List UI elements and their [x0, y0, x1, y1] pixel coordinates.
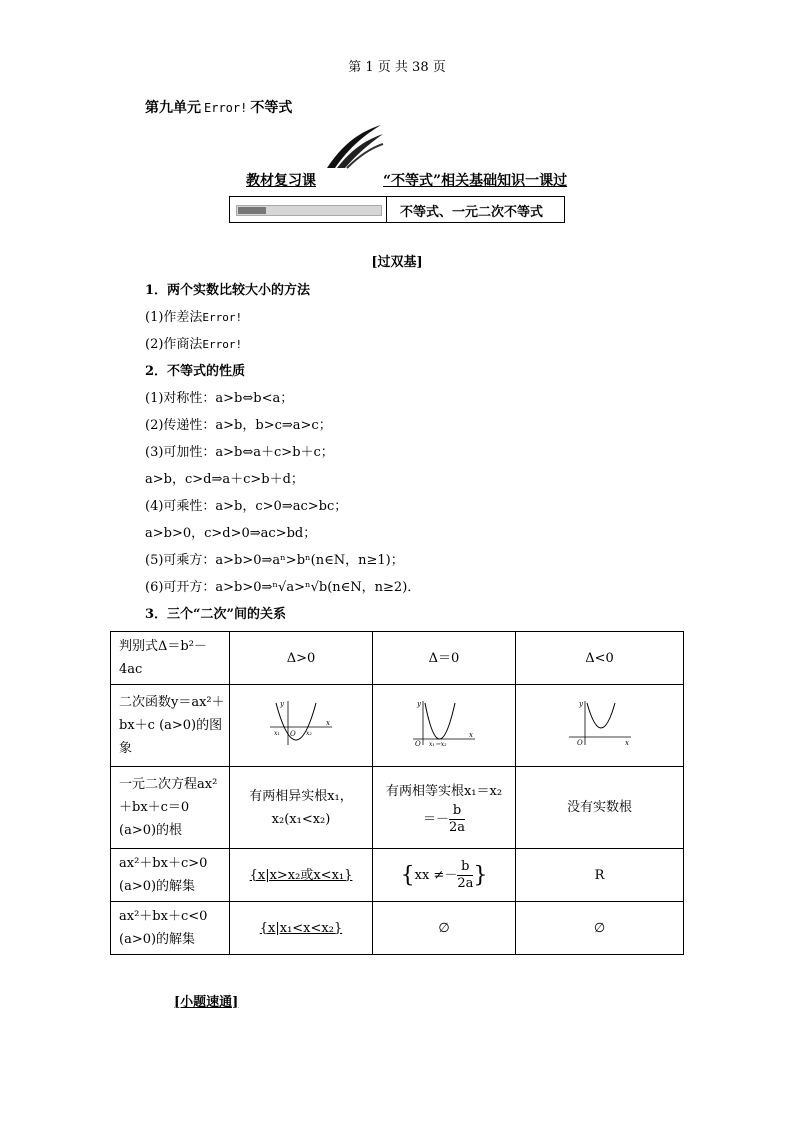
- graph-x2-label: x₂: [306, 729, 312, 737]
- heading-2: 2．不等式的性质: [145, 364, 246, 379]
- shaded-strip: [236, 205, 382, 216]
- row-lt-solution-label: ax²＋bx＋c<0 (a>0)的解集: [111, 902, 230, 955]
- row-graph-label: 二次函数y＝ax²＋bx＋c (a>0)的图象: [111, 685, 230, 767]
- gt-solution-one-root: [373, 849, 516, 902]
- table-row: [111, 767, 684, 849]
- roots-double-line1: 有两相等实根x₁＝x₂: [385, 783, 503, 799]
- roots-two-distinct: 有两相异实根x₁，x₂(x₁<x₂): [230, 767, 373, 849]
- method-2-error: Error!: [202, 338, 243, 351]
- row-roots-label: 一元二次方程ax²＋bx＋c＝0 (a>0)的根: [111, 767, 230, 849]
- roots-double-line2: [375, 803, 513, 836]
- left-brace-icon: {: [400, 862, 415, 888]
- unit-suffix: 不等式: [250, 100, 293, 116]
- fraction: [457, 859, 473, 892]
- fraction-denominator: 2a: [448, 819, 466, 835]
- discriminant-header: 判别式Δ＝b²－4ac: [111, 632, 230, 685]
- method-2-label: (2)作商法: [145, 337, 203, 352]
- right-brace-icon: }: [473, 862, 488, 888]
- col-delta-zero: Δ＝0: [373, 632, 516, 685]
- fraction-numerator: b: [457, 859, 473, 876]
- property-5: (5)可乘方：a>b>0⇒aⁿ>bⁿ(n∈N，n≥1)；: [145, 553, 404, 568]
- graph-y-label: y: [280, 699, 284, 708]
- fraction-denominator: 2a: [457, 875, 474, 891]
- table-row: [111, 685, 684, 767]
- graph-x-label: x: [326, 718, 330, 727]
- graph-one-root: [373, 685, 516, 767]
- heading-1: 1．两个实数比较大小的方法: [145, 283, 311, 298]
- table-row: [111, 632, 684, 685]
- box-divider: [386, 197, 387, 222]
- parabola-no-root-icon: [565, 697, 635, 747]
- banner-box: [229, 196, 565, 223]
- graph-no-root: [516, 685, 684, 767]
- graph-x-label: x: [469, 730, 473, 739]
- table-row: [111, 902, 684, 955]
- lt-solution-one-root: ∅: [373, 902, 516, 955]
- lt-solution-none: ∅: [516, 902, 684, 955]
- col-delta-positive: Δ>0: [230, 632, 373, 685]
- property-4b: a>b>0，c>d>0⇒ac>bd；: [145, 526, 317, 541]
- fraction-numerator: b: [449, 803, 465, 820]
- graph-o-label: O: [415, 739, 421, 747]
- property-3: (3)可加性：a>b⇔a＋c>b＋c；: [145, 445, 334, 460]
- dark-tag: [238, 207, 266, 214]
- unit-title: [145, 97, 292, 117]
- method-2: [145, 333, 242, 352]
- section-tag: [过双基]: [371, 255, 423, 270]
- gt-solution-two-roots: {x|x>x₂或x<x₁}: [230, 849, 373, 902]
- property-2: (2)传递性：a>b，b>c⇒a>c；: [145, 418, 332, 433]
- property-4: (4)可乘性：a>b，c>0⇒ac>bc；: [145, 499, 348, 514]
- unit-error: Error!: [204, 101, 248, 115]
- graph-x1x2-label: x₁＝x₂: [429, 740, 447, 747]
- row-gt-solution-label: ax²＋bx＋c>0 (a>0)的解集: [111, 849, 230, 902]
- roots-none: 没有实数根: [516, 767, 684, 849]
- banner-topic-label: “不等式”相关基础知识一课过: [383, 173, 568, 189]
- col-delta-negative: Δ<0: [516, 632, 684, 685]
- unit-prefix: 第九单元: [145, 100, 201, 116]
- graph-o-label: O: [290, 729, 296, 738]
- lt-solution-two-roots: {x|x₁<x<x₂}: [230, 902, 373, 955]
- graph-o-label: O: [576, 738, 583, 747]
- gt-solution-expr: xx ≠－: [414, 867, 458, 883]
- property-3b: a>b，c>d⇒a＋c>b＋d；: [145, 472, 304, 487]
- roots-double: [373, 767, 516, 849]
- fraction: [449, 803, 465, 836]
- gt-solution-none: R: [516, 849, 684, 902]
- method-1-error: Error!: [202, 311, 243, 324]
- relations-table: [110, 631, 684, 955]
- parabola-one-root-icon: [409, 697, 479, 747]
- roots-double-prefix: ＝－: [422, 811, 449, 827]
- graph-y-label: y: [417, 699, 421, 708]
- graph-x-label: x: [624, 738, 629, 747]
- swoosh-decoration-icon: [325, 122, 385, 170]
- page-indicator: 第 1 页 共 38 页: [348, 60, 446, 75]
- graph-two-roots: [230, 685, 373, 767]
- banner-review-label: 教材复习课: [246, 173, 316, 189]
- property-1: (1)对称性：a>b⇔b<a；: [145, 391, 294, 406]
- method-1-label: (1)作差法: [145, 310, 203, 325]
- method-1: [145, 306, 242, 325]
- property-6: (6)可开方：a>b>0⇒ⁿ√a>ⁿ√b(n∈N，n≥2)．: [145, 580, 421, 595]
- heading-3: 3．三个“二次”间的关系: [145, 607, 287, 622]
- parabola-two-roots-icon: [266, 697, 336, 747]
- banner-box-text: 不等式、一元二次不等式: [400, 205, 544, 220]
- table-row: [111, 849, 684, 902]
- graph-y-label: y: [578, 699, 583, 708]
- quick-practice-tag: [小题速通]: [174, 995, 239, 1010]
- graph-x1-label: x₁: [274, 729, 280, 737]
